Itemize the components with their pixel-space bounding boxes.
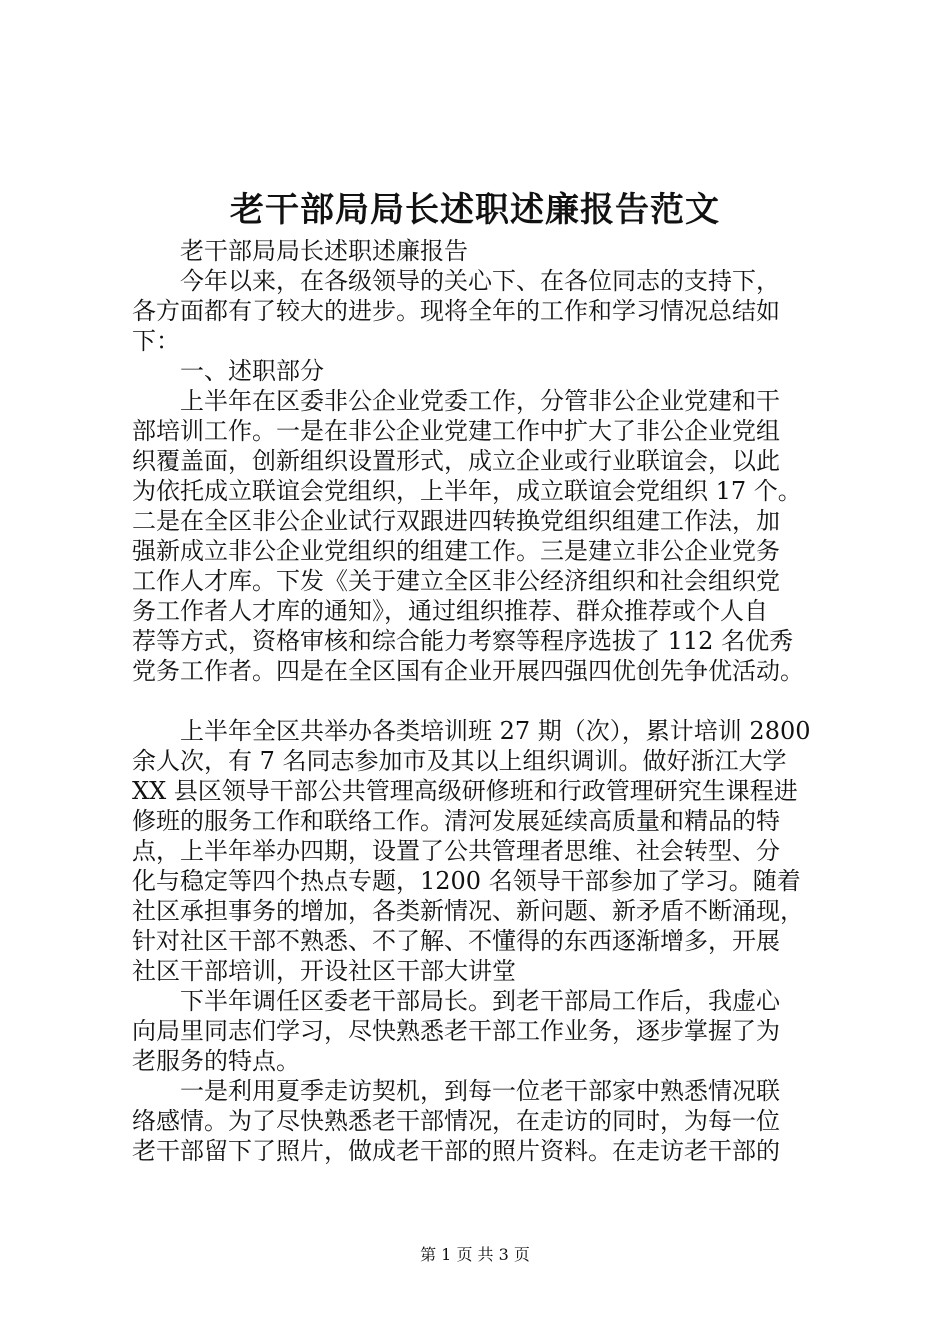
- text-line: 二是在全区非公企业试行双跟进四转换党组织组建工作法，加: [132, 507, 780, 535]
- text-line: 强新成立非公企业党组织的组建工作。三是建立非公企业党务: [132, 537, 780, 565]
- text-line: 社区干部培训，开设社区干部大讲堂: [132, 957, 516, 985]
- text-line: 向局里同志们学习，尽快熟悉老干部工作业务，逐步掌握了为: [132, 1017, 780, 1045]
- text-line: 为依托成立联谊会党组织，上半年，成立联谊会党组织 17 个。: [132, 477, 802, 505]
- text-line: 点，上半年举办四期，设置了公共管理者思维、社会转型、分: [132, 837, 780, 865]
- text-line: 织覆盖面，创新组织设置形式，成立企业或行业联谊会，以此: [132, 447, 780, 475]
- paragraph-start-line: 一、述职部分: [180, 357, 324, 385]
- paragraph-start-line: 老干部局局长述职述廉报告: [180, 237, 468, 265]
- text-line: 化与稳定等四个热点专题，1200 名领导干部参加了学习。随着: [132, 867, 801, 895]
- text-line: 老服务的特点。: [132, 1047, 300, 1075]
- text-line: 老干部留下了照片，做成老干部的照片资料。在走访老干部的: [132, 1137, 780, 1165]
- page-footer: 第 1 页 共 3 页: [420, 1245, 530, 1264]
- text-line: 党务工作者。四是在全区国有企业开展四强四优创先争优活动。: [132, 657, 804, 685]
- blank-line: [132, 686, 852, 716]
- text-line: 工作人才库。下发《关于建立全区非公经济组织和社会组织党: [132, 567, 780, 595]
- text-line: 修班的服务工作和联络工作。清河发展延续高质量和精品的特: [132, 807, 780, 835]
- text-line: XX 县区领导干部公共管理高级研修班和行政管理研究生课程进: [132, 777, 798, 805]
- paragraph-start-line: 今年以来，在各级领导的关心下、在各位同志的支持下，: [180, 267, 780, 295]
- paragraph-start-line: 一是利用夏季走访契机，到每一位老干部家中熟悉情况联: [180, 1077, 780, 1105]
- text-line: 各方面都有了较大的进步。现将全年的工作和学习情况总结如: [132, 297, 780, 325]
- text-line: 络感情。为了尽快熟悉老干部情况，在走访的同时，为每一位: [132, 1107, 780, 1135]
- document-title: 老干部局局长述职述廉报告范文: [230, 190, 720, 230]
- text-line: 务工作者人才库的通知》，通过组织推荐、群众推荐或个人自: [132, 597, 768, 625]
- text-line: 下：: [132, 327, 180, 355]
- text-line: 社区承担事务的增加，各类新情况、新问题、新矛盾不断涌现，: [132, 897, 804, 925]
- paragraph-start-line: 上半年在区委非公企业党委工作，分管非公企业党建和干: [180, 387, 780, 415]
- text-line: 针对社区干部不熟悉、不了解、不懂得的东西逐渐增多，开展: [132, 927, 780, 955]
- text-line: 荐等方式，资格审核和综合能力考察等程序选拔了 112 名优秀: [132, 627, 794, 655]
- text-line: 余人次，有 7 名同志参加市及其以上组织调训。做好浙江大学: [132, 747, 787, 775]
- paragraph-start-line: 上半年全区共举办各类培训班 27 期（次），累计培训 2800: [180, 717, 811, 745]
- document-body: [132, 236, 852, 1166]
- text-line: 部培训工作。一是在非公企业党建工作中扩大了非公企业党组: [132, 417, 780, 445]
- paragraph-start-line: 下半年调任区委老干部局长。到老干部局工作后，我虚心: [180, 987, 780, 1015]
